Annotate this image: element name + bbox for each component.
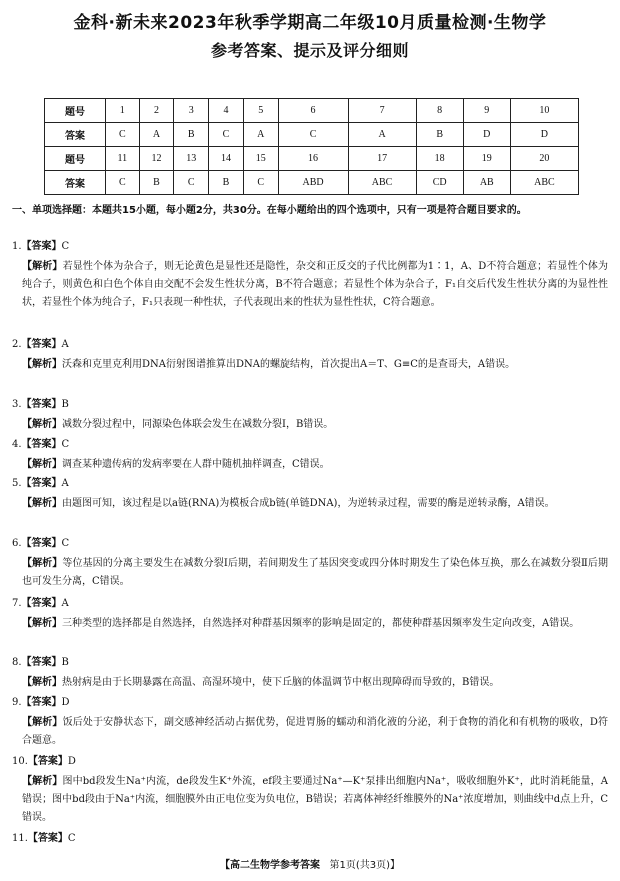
answer-cell: AB [463, 171, 510, 195]
analysis-paragraph [22, 456, 608, 474]
question-number: 9. [12, 697, 22, 708]
row-label-number: 题号 [45, 147, 106, 171]
answer-tag: 【答案】 [21, 339, 62, 350]
answer-tag: 【答案】 [21, 657, 62, 668]
table-row [45, 147, 579, 171]
answer-value: C [61, 439, 70, 450]
analysis-tag: 【解析】 [22, 359, 62, 370]
analysis-paragraph [22, 416, 608, 434]
analysis-tag: 【解析】 [22, 261, 63, 272]
analysis-tag: 【解析】 [22, 498, 62, 509]
answer-line [12, 338, 69, 352]
answer-value: A [61, 598, 69, 609]
answer-tag: 【答案】 [21, 241, 62, 252]
analysis-paragraph [22, 773, 608, 827]
analysis-tag: 【解析】 [22, 459, 62, 470]
answer-tag: 【答案】 [27, 833, 68, 844]
analysis-tag: 【解析】 [22, 419, 62, 430]
analysis-text: 三种类型的选择都是自然选择，自然选择对种群基因频率的影响是固定的，都使种群基因频率发生定向改变，A错误。 [62, 618, 580, 629]
answer-value: D [61, 697, 70, 708]
answer-line [12, 477, 69, 491]
question-number: 13 [174, 147, 209, 171]
answer-cell: ABC [510, 171, 578, 195]
question-number: 14 [209, 147, 244, 171]
exam-title: 金科·新未来2023年秋季学期高二年级10月质量检测·生物学 [73, 13, 547, 33]
question-number: 18 [416, 147, 463, 171]
question-number: 3 [174, 99, 209, 123]
answer-tag: 【答案】 [21, 598, 62, 609]
question-number: 12 [139, 147, 174, 171]
answer-value: B [61, 399, 69, 410]
footer-page-number: 第1页(共3页)】 [329, 860, 401, 871]
question-number: 9 [463, 99, 510, 123]
analysis-text: 减数分裂过程中，同源染色体联会发生在减数分裂Ⅰ，B错误。 [62, 419, 334, 430]
question-number: 7 [348, 99, 416, 123]
answer-tag: 【答案】 [21, 439, 62, 450]
answer-table [44, 98, 579, 195]
analysis-paragraph [22, 356, 608, 374]
answer-tag: 【答案】 [21, 399, 62, 410]
answer-value: D [67, 756, 76, 767]
analysis-tag: 【解析】 [22, 776, 63, 787]
question-number: 3. [12, 399, 22, 410]
answer-cell: B [139, 171, 174, 195]
analysis-paragraph [22, 555, 608, 591]
answer-cell: D [463, 123, 510, 147]
row-label-answer: 答案 [45, 123, 106, 147]
question-number: 7. [12, 598, 22, 609]
analysis-paragraph [22, 258, 608, 312]
question-number: 8 [416, 99, 463, 123]
row-label-answer: 答案 [45, 171, 106, 195]
answer-cell: B [416, 123, 463, 147]
analysis-text: 图中bd段发生Na⁺内流，de段发生K⁺外流，ef段主要通过Na⁺—K⁺泵排出细胞内Na⁺，吸收细胞外K⁺，此时消耗能量，A错误；图中bd段由于Na⁺内流，细胞膜外由正电位变为负电位，B错误；若离体神经纤维膜外的Na⁺浓度增加，则曲线中d点上升，C错误。 [22, 776, 609, 823]
answer-cell: ABC [348, 171, 416, 195]
answer-value: A [61, 478, 69, 489]
question-number: 6 [278, 99, 348, 123]
answer-cell: C [174, 171, 209, 195]
analysis-tag: 【解析】 [22, 677, 62, 688]
answer-line [12, 656, 69, 670]
answer-tag: 【答案】 [21, 538, 62, 549]
question-number: 10 [510, 99, 578, 123]
answer-cell: C [209, 123, 244, 147]
question-number: 8. [12, 657, 22, 668]
answer-tag: 【答案】 [21, 478, 62, 489]
analysis-text: 若显性个体为杂合子，则无论黄色是显性还是隐性，杂交和正反交的子代比例都为1∶1，A、D不符合题意；若显性个体为纯合子，则黄色和白色个体自由交配不会发生性状分离，B不符合题意；若显性个体为杂合子，F₁自交后代发生性状分离的为显性性状，若显性个体为纯合子，F₁只表现一种性状，子代表现出来的性状为显性性状，C符合题意。 [22, 261, 608, 308]
answer-line [12, 832, 76, 846]
analysis-text: 饭后处于安静状态下，副交感神经活动占据优势，促进胃肠的蠕动和消化液的分泌，利于食物的消化和有机物的吸收，D符合题意。 [22, 717, 608, 746]
table-row [45, 171, 579, 195]
analysis-paragraph [22, 674, 608, 692]
analysis-tag: 【解析】 [22, 717, 63, 728]
question-number: 5 [243, 99, 278, 123]
question-number: 2 [139, 99, 174, 123]
question-number: 16 [278, 147, 348, 171]
row-label-number: 题号 [45, 99, 106, 123]
analysis-text: 热射病是由于长期暴露在高温、高湿环境中，使下丘脑的体温调节中枢出现障碍而导致的，B错误。 [62, 677, 500, 688]
answer-cell: B [209, 171, 244, 195]
answer-value: A [61, 339, 69, 350]
answer-value: C [61, 241, 70, 252]
answer-cell: A [243, 123, 278, 147]
answer-line [12, 537, 69, 551]
answer-value: B [61, 657, 69, 668]
analysis-paragraph [22, 495, 608, 513]
answer-line [12, 597, 69, 611]
answer-cell: B [174, 123, 209, 147]
footer-title: 【高二生物学参考答案 [219, 860, 320, 871]
answer-cell: CD [416, 171, 463, 195]
question-number: 4. [12, 439, 22, 450]
section-heading: 一、单项选择题：本题共15小题，每小题2分，共30分。在每小题给出的四个选项中，只有一项是符合题目要求的。 [12, 205, 527, 216]
table-row [45, 123, 579, 147]
question-number: 11 [106, 147, 140, 171]
answer-line [12, 438, 69, 452]
analysis-text: 沃森和克里克利用DNA衍射图谱推算出DNA的螺旋结构，首次提出A＝T、G≡C的是查哥夫，A错误。 [62, 359, 516, 370]
question-number: 1. [12, 241, 22, 252]
question-number: 19 [463, 147, 510, 171]
analysis-text: 等位基因的分离主要发生在减数分裂Ⅰ后期，若间期发生了基因突变或四分体时期发生了染色体互换，那么在减数分裂Ⅱ后期也可发生分离，C错误。 [22, 558, 609, 587]
question-number: 10. [12, 756, 28, 767]
analysis-text: 由题图可知，该过程是以a链(RNA)为模板合成b链(单链DNA)，为逆转录过程，需要的酶是逆转录酶，A错误。 [62, 498, 555, 509]
answer-line [12, 696, 70, 710]
question-number: 17 [348, 147, 416, 171]
page-footer [0, 856, 620, 871]
question-number: 5. [12, 478, 22, 489]
answer-cell: C [278, 123, 348, 147]
question-number: 15 [243, 147, 278, 171]
answer-cell: C [106, 123, 140, 147]
answer-tag: 【答案】 [21, 697, 62, 708]
answer-cell: A [348, 123, 416, 147]
question-number: 20 [510, 147, 578, 171]
analysis-tag: 【解析】 [22, 558, 63, 569]
question-number: 4 [209, 99, 244, 123]
answer-cell: C [106, 171, 140, 195]
answer-tag: 【答案】 [27, 756, 68, 767]
answer-cell: A [139, 123, 174, 147]
answer-value: C [67, 833, 76, 844]
answer-line [12, 398, 69, 412]
analysis-paragraph [22, 615, 608, 633]
analysis-tag: 【解析】 [22, 618, 62, 629]
question-number: 1 [106, 99, 140, 123]
answer-value: C [61, 538, 70, 549]
answer-cell: D [510, 123, 578, 147]
answer-line [12, 755, 76, 769]
analysis-paragraph [22, 714, 608, 750]
answer-cell: C [243, 171, 278, 195]
table-row [45, 99, 579, 123]
question-number: 6. [12, 538, 22, 549]
question-number: 11. [12, 833, 28, 844]
answer-line [12, 240, 69, 254]
question-number: 2. [12, 339, 22, 350]
exam-subtitle: 参考答案、提示及评分细则 [210, 41, 409, 60]
analysis-text: 调查某种遗传病的发病率要在人群中随机抽样调查，C错误。 [62, 459, 330, 470]
answer-cell: ABD [278, 171, 348, 195]
